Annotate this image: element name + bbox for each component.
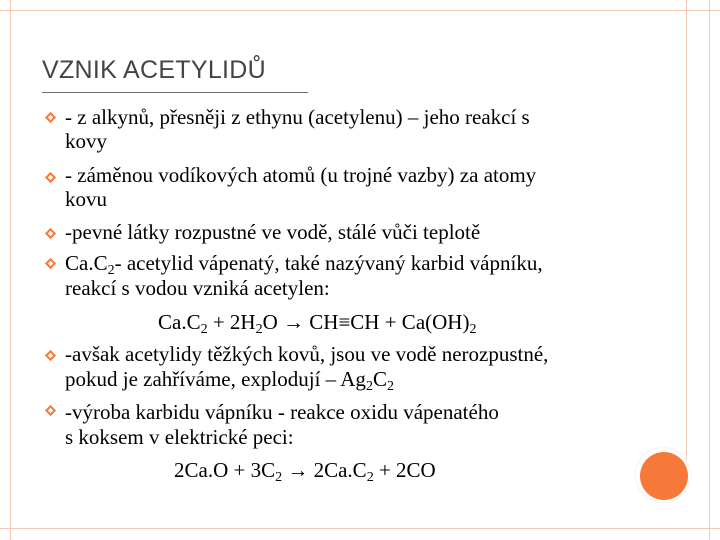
bullet-1-line-1: - z alkynů, přesněji z ethynu (acetylenu) – jeho reakcí s <box>65 105 530 129</box>
bullet-5-line-1: -avšak acetylidy těžkých kovů, jsou ve vodě nerozpustné, <box>65 342 549 366</box>
hollow-diamond-bullet-icon <box>44 227 57 240</box>
frame-right-inner-line <box>686 0 687 460</box>
frame-left-line <box>10 0 11 540</box>
equation-calcium-carbide-hydrolysis: $Ca.C_2 + 2H_2O \to CH\equiv CH + Ca(OH)_2$ <box>158 310 477 337</box>
bullet-4-line-1: $Ca.C_2-$ acetylid vápenatý, také nazývaný karbid vápníku, <box>65 251 543 278</box>
hollow-diamond-bullet-icon <box>44 171 57 184</box>
bullet-1-line-2: kovy <box>65 129 107 153</box>
equation-calcium-carbide-production: $2Ca.O + 3C_2 \to 2Ca.C_2 + 2CO$ <box>174 458 436 485</box>
hollow-diamond-bullet-icon <box>44 404 57 417</box>
slide-title: VZNIK ACETYLIDŮ <box>42 56 266 84</box>
frame-right-line <box>709 0 710 540</box>
hollow-diamond-bullet-icon <box>44 349 57 362</box>
frame-bottom-line <box>0 528 720 529</box>
frame-top-line <box>0 10 720 11</box>
bullet-4-line-2: reakcí s vodou vzniká acetylen: <box>65 276 330 300</box>
bullet-3-line-1: -pevné látky rozpustné ve vodě, stálé vůči teplotě <box>65 220 481 244</box>
bullet-2-line-2: kovu <box>65 187 107 211</box>
hollow-diamond-bullet-icon <box>44 111 57 124</box>
hollow-diamond-bullet-icon <box>44 257 57 270</box>
bullet-6-line-1: -výroba karbidu vápníku - reakce oxidu vápenatého <box>65 400 499 424</box>
bullet-6-line-2: s koksem v elektrické peci: <box>65 425 294 449</box>
title-underline <box>42 92 308 93</box>
decorative-orange-circle <box>640 452 688 500</box>
bullet-5-line-2: pokud je zahříváme, explodují – $Ag_2C_2$ <box>65 367 394 394</box>
bullet-2-line-1: - záměnou vodíkových atomů (u trojné vazby) za atomy <box>65 163 537 187</box>
